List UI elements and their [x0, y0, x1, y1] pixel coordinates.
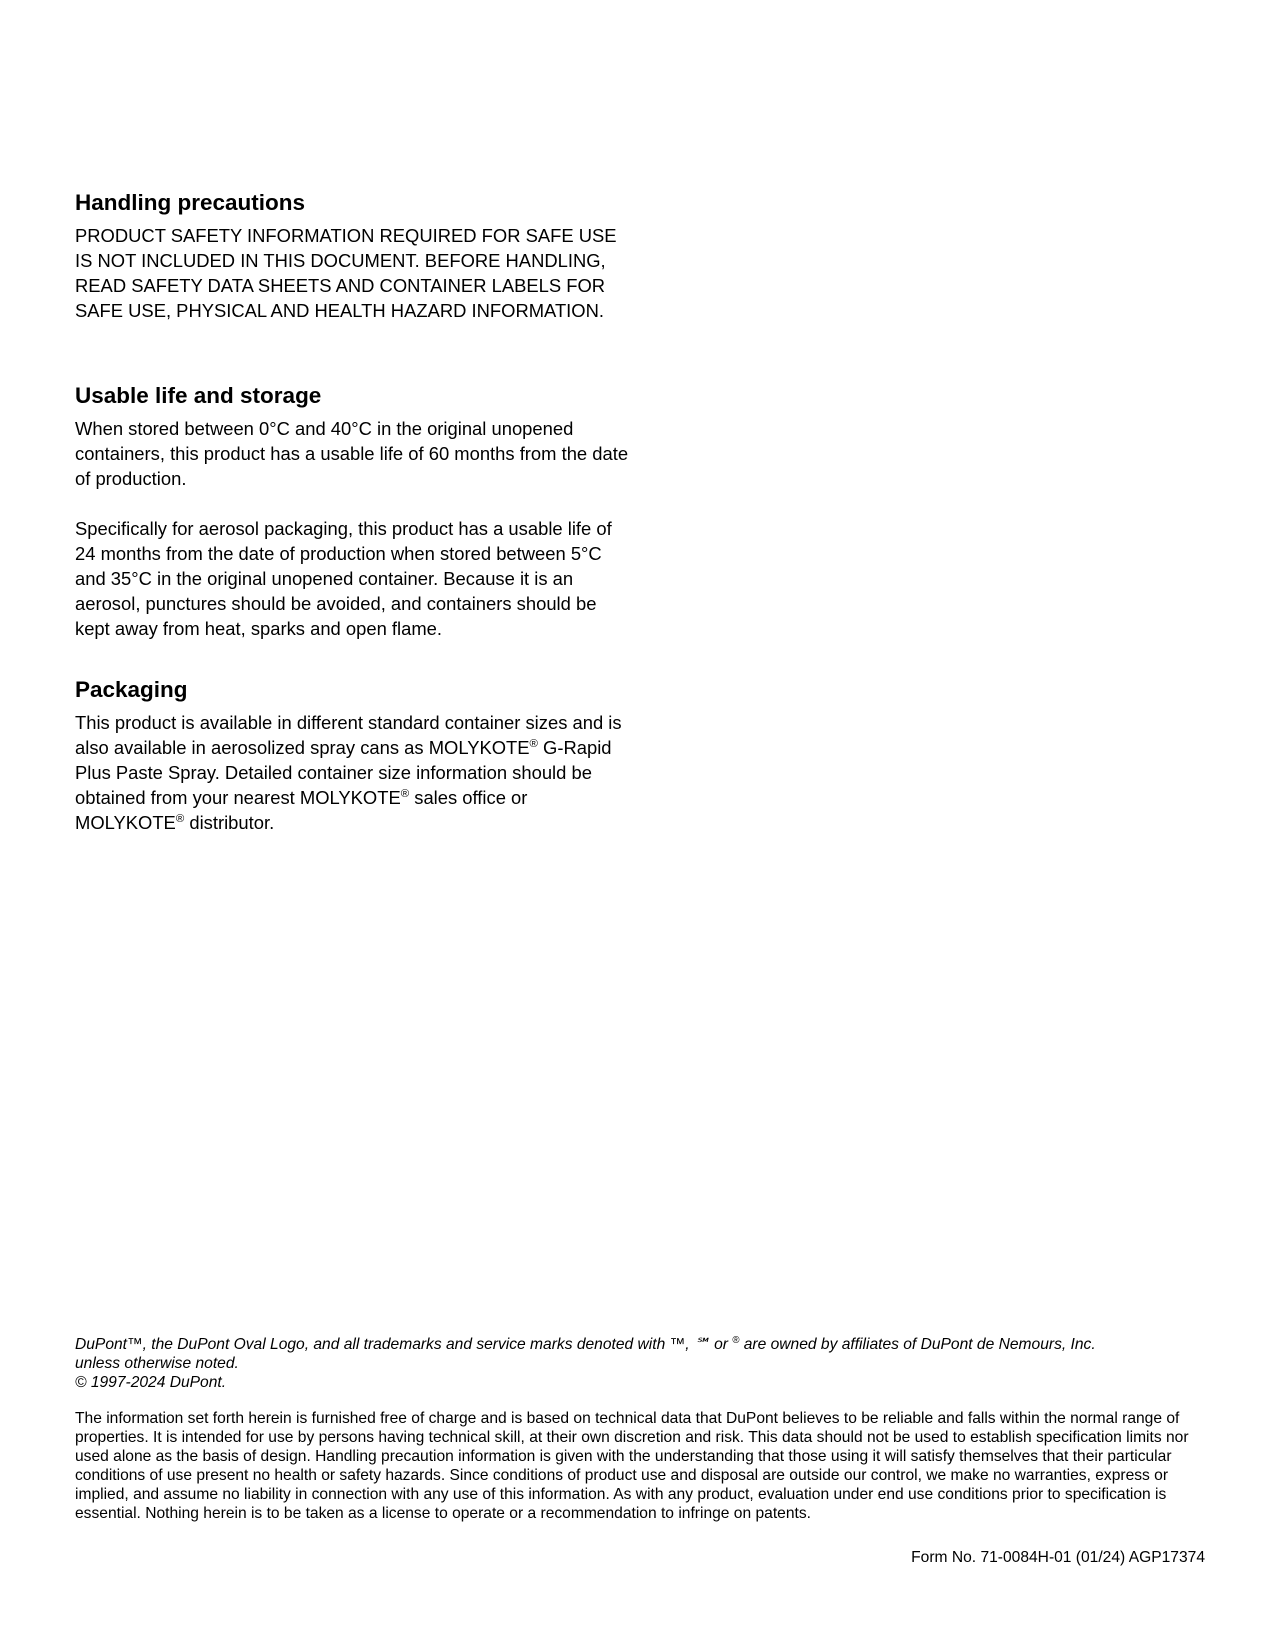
usable-life-paragraph-2: Specifically for aerosol packaging, this product has a usable life of 24 months from the date of production when stored between 5°C and 35°C in the original unopened container. Because it is an aerosol, punctures should be avoided, and containers should be kept away from heat, sparks and open flame.	[75, 518, 612, 639]
registered-mark: ®	[732, 1335, 740, 1347]
packaging-text-part-3: sales office or MOLYKOTE	[75, 787, 528, 833]
registered-mark: ®	[529, 738, 538, 751]
trademark-line-1-start: DuPont™, the DuPont Oval Logo, and all trademarks and service marks denoted with ™, ℠ or	[75, 1336, 733, 1353]
handling-precautions-section	[75, 188, 635, 323]
copyright-notice: © 1997-2024 DuPont.	[75, 1374, 227, 1391]
packaging-heading: Packaging	[75, 677, 188, 702]
disclaimer-text: The information set forth herein is furnished free of charge and is based on technical data that DuPont believes to be reliable and falls within the normal range of properties. It is intended for use by persons having technical skill, at their own discretion and risk. This data should not be used to establish specification limits nor used alone as the basis of design. Handling precaution information is given with the understanding that those using it will satisfy themselves that their particular conditions of use present no health or safety hazards. Since conditions of product use and disposal are outside our control, we make no warranties, express or implied, and assume no liability in connection with any use of this information. As with any product, evaluation under end use conditions prior to specification is essential. Nothing herein is to be taken as a license to operate or a recommendation to infringe on patents.	[75, 1410, 1189, 1522]
trademark-notice	[75, 1335, 1205, 1392]
packaging-text-part-1: This product is available in different standard container sizes and is also available in aerosolized spray cans as MOLYKOTE	[75, 712, 622, 758]
packaging-text	[75, 710, 635, 835]
registered-mark: ®	[400, 788, 410, 801]
trademark-line-1-end: are owned by affiliates of DuPont de Nemours, Inc.	[739, 1336, 1096, 1353]
packaging-text-part-4: distributor.	[184, 812, 275, 833]
packaging-text-part-2: G-Rapid Plus Paste Spray. Detailed container size information should be obtained from your nearest MOLYKOTE	[75, 737, 612, 808]
packaging-section	[75, 675, 635, 835]
registered-mark: ®	[175, 813, 185, 826]
form-number: Form No. 71-0084H-01 (01/24) AGP17374	[911, 1549, 1205, 1566]
usable-life-heading: Usable life and storage	[75, 383, 322, 408]
trademark-line-2: unless otherwise noted.	[75, 1355, 239, 1372]
usable-life-paragraph-1: When stored between 0°C and 40°C in the original unopened containers, this product has a usable life of 60 months from the date of production.	[75, 418, 629, 489]
trademark-line-1	[75, 1335, 1205, 1354]
usable-life-section	[75, 381, 635, 641]
handling-precautions-heading: Handling precautions	[75, 190, 306, 215]
handling-precautions-text: PRODUCT SAFETY INFORMATION REQUIRED FOR SAFE USE IS NOT INCLUDED IN THIS DOCUMENT. BEFORE HANDLING, READ SAFETY DATA SHEETS AND CONTAINER LABELS FOR SAFE USE, PHYSICAL AND HEALTH HAZARD INFORMATION.	[75, 225, 617, 321]
